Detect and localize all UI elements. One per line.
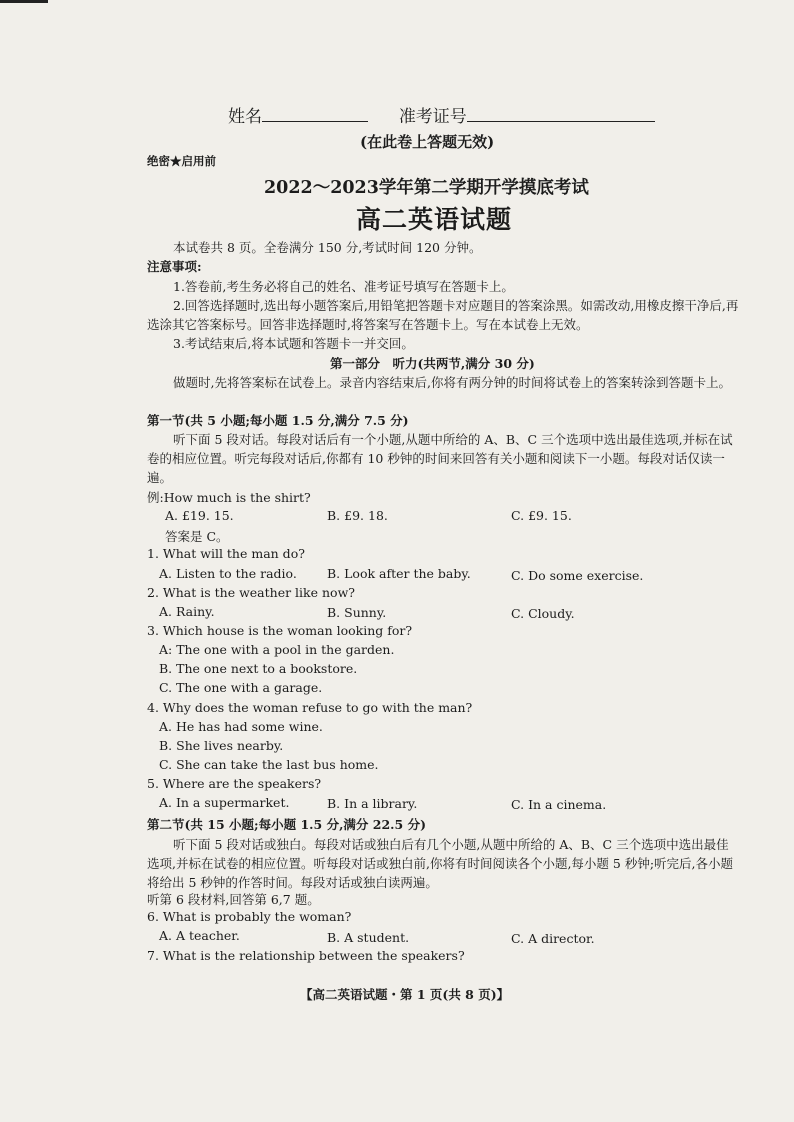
question-2: 2. What is the weather like now? <box>147 585 355 600</box>
top-edge-mark <box>0 0 48 3</box>
example-option-c: C. £9. 15. <box>511 508 572 523</box>
exam-info: 本试卷共 8 页。全卷满分 150 分,考试时间 120 分钟。 <box>173 240 482 255</box>
question-4: 4. Why does the woman refuse to go with the man? <box>147 700 473 715</box>
question-6: 6. What is probably the woman? <box>147 909 352 924</box>
secret-label: 绝密★启用前 <box>147 154 216 168</box>
q3-option-a: A: The one with a pool in the garden. <box>159 642 395 657</box>
candidate-info-row <box>228 102 655 127</box>
exam-number-label: 准考证号 <box>398 107 467 127</box>
note-3: 3.考试结束后,将本试题和答题卡一并交回。 <box>173 336 414 351</box>
q2-option-c: C. Cloudy. <box>511 606 575 621</box>
part1-instruction: 做题时,先将答案标在试卷上。录音内容结束后,你将有两分钟的时间将试卷上的答案转涂到答题卡上。 <box>173 375 731 390</box>
q1-option-c: C. Do some exercise. <box>511 568 644 583</box>
q5-option-b: B. In a library. <box>327 796 418 811</box>
q3-option-c: C. The one with a garage. <box>159 680 323 695</box>
q1-option-a: A. Listen to the radio. <box>159 566 297 581</box>
name-blank <box>262 120 368 122</box>
q2-option-b: B. Sunny. <box>327 605 387 620</box>
section2-instruction: 听下面 5 段对话或独白。每段对话或独白后有几个小题,从题中所给的 A、B、C 三个选项中选出最佳选项,并标在试卷的相应位置。听每段对话或独白前,你将有时间阅读各个小题,每小题 5 秒钟;听完后,各小题将给出 5 秒钟的作答时间。每段对话或独白读两遍。 <box>147 837 734 890</box>
question-7: 7. What is the relationship between the speakers? <box>147 948 465 963</box>
note-2: 2.回答选择题时,选出每小题答案后,用铅笔把答题卡对应题目的答案涂黑。如需改动,用橡皮擦干净后,再选涂其它答案标号。回答非选择题时,将答案写在答题卡上。写在本试卷上无效。 <box>147 298 739 332</box>
part1-heading: 第一部分 听力(共两节,满分 30 分) <box>330 356 535 371</box>
subject-title: 高二英语试题 <box>356 205 513 234</box>
notes-heading: 注意事项: <box>147 259 202 274</box>
exam-title: 2022～2023学年第二学期开学摸底考试 <box>264 178 589 198</box>
question-3: 3. Which house is the woman looking for? <box>147 623 413 638</box>
q5-option-c: C. In a cinema. <box>511 797 607 812</box>
name-label: 姓名 <box>228 107 262 127</box>
example-option-a: A. £19. 15. <box>165 508 234 523</box>
section1-instruction: 听下面 5 段对话。每段对话后有一个小题,从题中所给的 A、B、C 三个选项中选出最佳选项,并标在试卷的相应位置。听完每段对话后,你都有 10 秒钟的时间来回答有关小题和阅读下一小题。每段对话仅读一遍。 <box>147 432 733 485</box>
q6-option-b: B. A student. <box>327 930 410 945</box>
q6-option-c: C. A director. <box>511 931 595 946</box>
section2-heading: 第二节(共 15 小题;每小题 1.5 分,满分 22.5 分) <box>147 817 426 832</box>
q4-option-b: B. She lives nearby. <box>159 738 284 753</box>
page-footer: 【高二英语试题・第 1 页(共 8 页)】 <box>300 987 510 1002</box>
exam-number-blank <box>467 120 655 122</box>
question-1: 1. What will the man do? <box>147 546 305 561</box>
q2-option-a: A. Rainy. <box>159 604 215 619</box>
q6-option-a: A. A teacher. <box>159 928 240 943</box>
invalid-note: (在此卷上答题无效) <box>360 133 495 151</box>
example-question: 例:How much is the shirt? <box>147 490 311 505</box>
example-option-b: B. £9. 18. <box>327 508 388 523</box>
q5-option-a: A. In a supermarket. <box>159 795 290 810</box>
q3-option-b: B. The one next to a bookstore. <box>159 661 358 676</box>
question-5: 5. Where are the speakers? <box>147 776 322 791</box>
q4-option-a: A. He has had some wine. <box>159 719 323 734</box>
material-note: 听第 6 段材料,回答第 6,7 题。 <box>147 892 320 907</box>
example-answer: 答案是 C。 <box>165 529 229 544</box>
section1-heading: 第一节(共 5 小题;每小题 1.5 分,满分 7.5 分) <box>147 413 409 428</box>
note-1: 1.答卷前,考生务必将自己的姓名、准考证号填写在答题卡上。 <box>173 279 514 294</box>
q4-option-c: C. She can take the last bus home. <box>159 757 379 772</box>
q1-option-b: B. Look after the baby. <box>327 566 471 581</box>
